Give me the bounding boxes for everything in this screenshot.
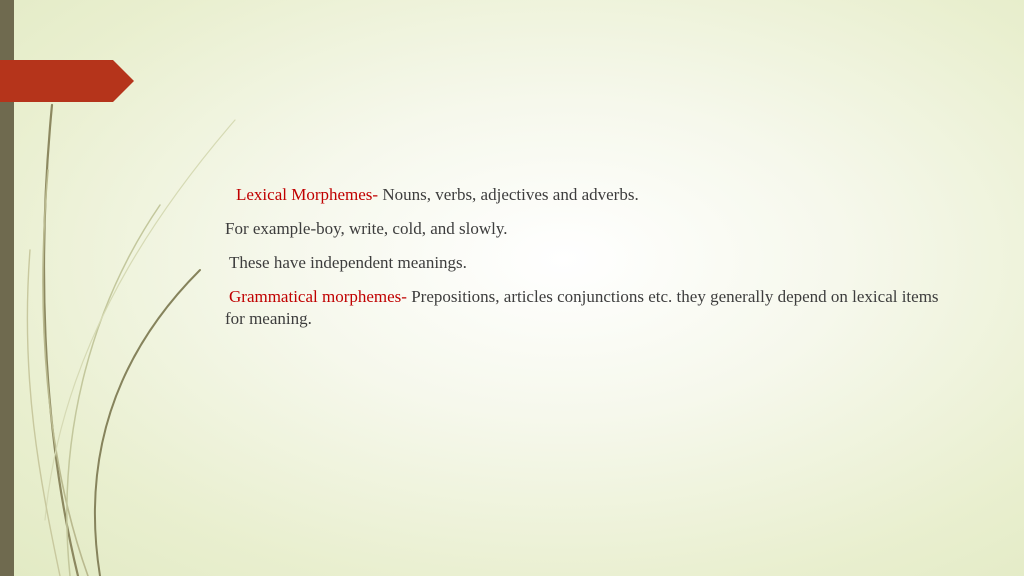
slide-body xyxy=(225,184,945,330)
definition-grammatical-morphemes: Prepositions, articles conjunctions etc. they generally depend on lexical items for meaning. xyxy=(225,287,939,328)
term-grammatical-morphemes: Grammatical morphemes- xyxy=(229,287,407,306)
definition-lexical-morphemes: Nouns, verbs, adjectives and adverbs. xyxy=(378,185,639,204)
example-text: For example-boy, write, cold, and slowly. xyxy=(225,219,508,238)
independent-meanings-text: These have independent meanings. xyxy=(229,253,467,272)
paragraph-grammatical-morphemes xyxy=(225,286,945,330)
paragraph-lexical-morphemes xyxy=(225,184,945,206)
term-lexical-morphemes: Lexical Morphemes- xyxy=(236,185,379,204)
accent-arrow-tab xyxy=(0,60,134,102)
paragraph-independent-meanings xyxy=(225,252,945,274)
paragraph-example xyxy=(225,218,945,240)
